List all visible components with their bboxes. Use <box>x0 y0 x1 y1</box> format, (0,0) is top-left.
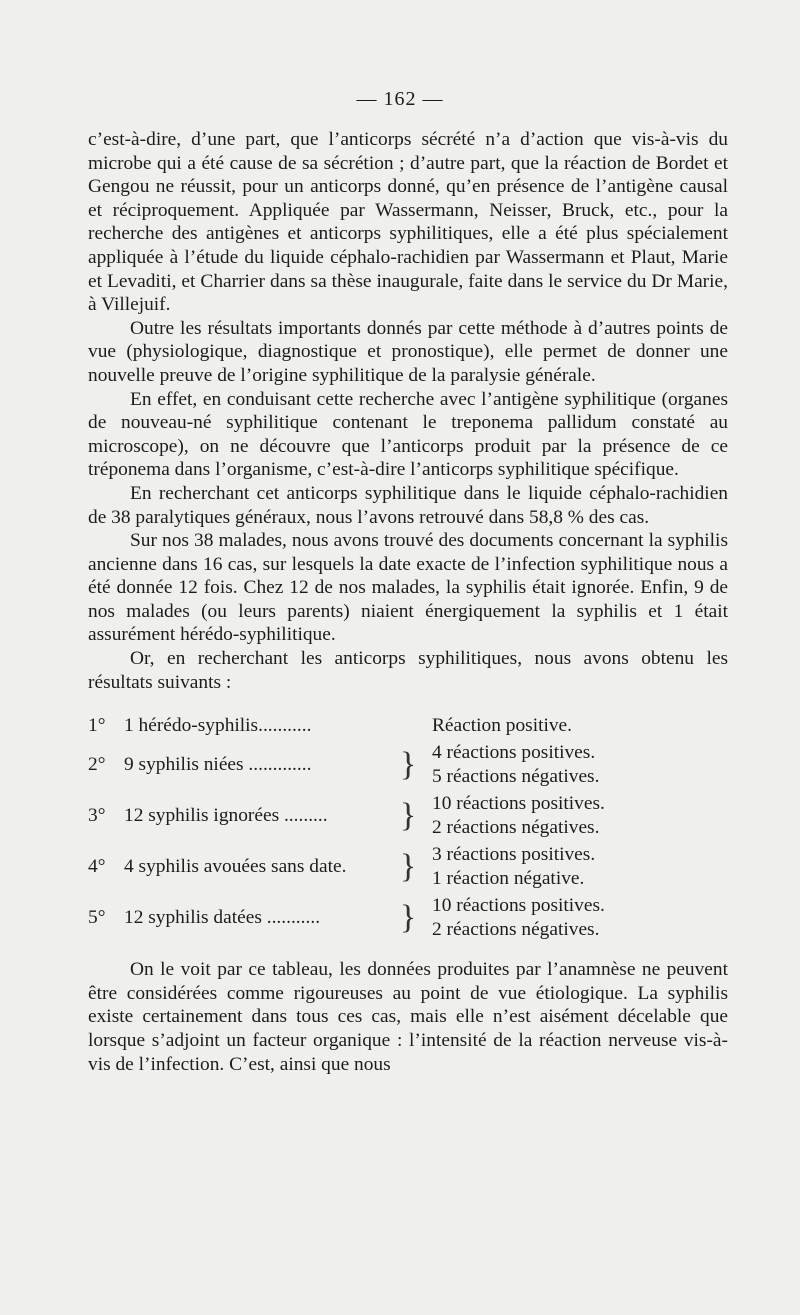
page-number: — 162 — <box>356 88 444 110</box>
row-number: 4° <box>88 855 106 877</box>
result-line: 4 réactions positives. <box>432 741 596 763</box>
paragraph-6: Or, en recherchant les anticorps syphilitiques, nous avons obtenu les résultats suivants : <box>88 648 728 693</box>
table-row <box>88 714 728 738</box>
result-line: 1 réaction négative. <box>432 867 585 889</box>
closing-paragraph: On le voit par ce tableau, les données produites par l’anamnèse ne peuvent être considérées comme rigoureuses au point de vue étiologique. La syphilis existe certainement dans tous ces cas, mais elle n’est aisément décelable que lorsque s’adjoint un facteur organique : l’intensité de la réaction nerveuse vis-à-vis de l’infection. C’est, ainsi que nous <box>88 959 728 1075</box>
table-row <box>88 842 728 891</box>
results-table <box>88 714 728 942</box>
row-results <box>428 714 728 738</box>
result-line: 2 réactions négatives. <box>432 918 600 940</box>
table-row <box>88 791 728 840</box>
table-row <box>88 893 728 942</box>
table-row <box>88 740 728 789</box>
paragraph-4: En recherchant cet anticorps syphilitique dans le liquide céphalo-rachidien de 38 paralytiques généraux, nous l’avons retrouvé dans 58,8 % des cas. <box>88 482 728 528</box>
result-line: 5 réactions négatives. <box>432 765 600 787</box>
row-results <box>428 843 728 891</box>
paragraph-3: En effet, en conduisant cette recherche avec l’antigène syphilitique (organes de nouveau-né syphilitique contenant le treponema pallidum constaté au microscope), on ne découvre que l’anticorps produit par la présence de ce tréponema dans l’organisme, c’est-à-dire l’anticorps syphilitique spécifique. <box>88 388 728 481</box>
brace-mark: } <box>399 898 417 936</box>
row-number: 1° <box>88 715 106 737</box>
result-line: 2 réactions négatives. <box>432 816 600 838</box>
row-label-text: 4 syphilis avouées sans date. <box>124 855 347 877</box>
result-line: Réaction positive. <box>432 715 573 737</box>
row-results <box>428 741 728 789</box>
brace-mark: } <box>399 847 417 885</box>
row-results <box>428 894 728 942</box>
row-label <box>88 804 388 828</box>
page-body <box>88 128 728 1076</box>
row-label <box>88 855 388 879</box>
paragraphs-before-table <box>88 128 728 694</box>
brace-mark: } <box>399 745 417 783</box>
result-line: 3 réactions positives. <box>432 843 596 865</box>
row-number: 3° <box>88 804 106 826</box>
result-line: 10 réactions positives. <box>432 894 605 916</box>
paragraph-1: c’est-à-dire, d’une part, que l’anticorps sécrété n’a d’action que vis-à-vis du microbe qui a été cause de sa sécrétion ; d’autre part, que la réaction de Bordet et Gengou ne réussit, pour un anticorps donné, qu’en présence de l’antigène causal et réciproquement. Appliquée par Wassermann, Neisser, Bruck, etc., pour la recherche des antigènes et anticorps syphilitiques, elle a été plus spécialement appliquée à l’étude du liquide céphalo-rachidien par Wassermann et Plaut, Marie et Levaditi, et Charrier dans sa thèse inaugurale, faite dans le service du Dr Marie, à Villejuif. <box>88 129 728 316</box>
row-label-text: 12 syphilis datées ........... <box>124 906 321 928</box>
paragraph-2: Outre les résultats importants donnés par cette méthode à d’autres points de vue (physiologique, diagnostique et pronostique), elle permet de donner une nouvelle preuve de l’origine syphilitique de la paralysie générale. <box>88 317 728 386</box>
result-line: 10 réactions positives. <box>432 792 605 814</box>
row-number: 2° <box>88 753 106 775</box>
paragraph-5: Sur nos 38 malades, nous avons trouvé des documents concernant la syphilis ancienne dans 16 cas, sur lesquels la date exacte de l’infection syphilitique nous a été donnée 12 fois. Chez 12 de nos malades, la syphilis était ignorée. Enfin, 9 de nos malades (ou leurs parents) niaient énergiquement la syphilis et 1 était assurément hérédo-syphilitique. <box>88 530 728 646</box>
row-label-text: 1 hérédo-syphilis........... <box>124 715 312 737</box>
row-number: 5° <box>88 906 106 928</box>
row-label <box>88 753 388 777</box>
row-label <box>88 714 388 738</box>
brace-mark: } <box>399 796 417 834</box>
row-label <box>88 906 388 930</box>
row-results <box>428 792 728 840</box>
row-label-text: 12 syphilis ignorées ......... <box>124 804 328 826</box>
row-label-text: 9 syphilis niées ............. <box>124 753 312 775</box>
